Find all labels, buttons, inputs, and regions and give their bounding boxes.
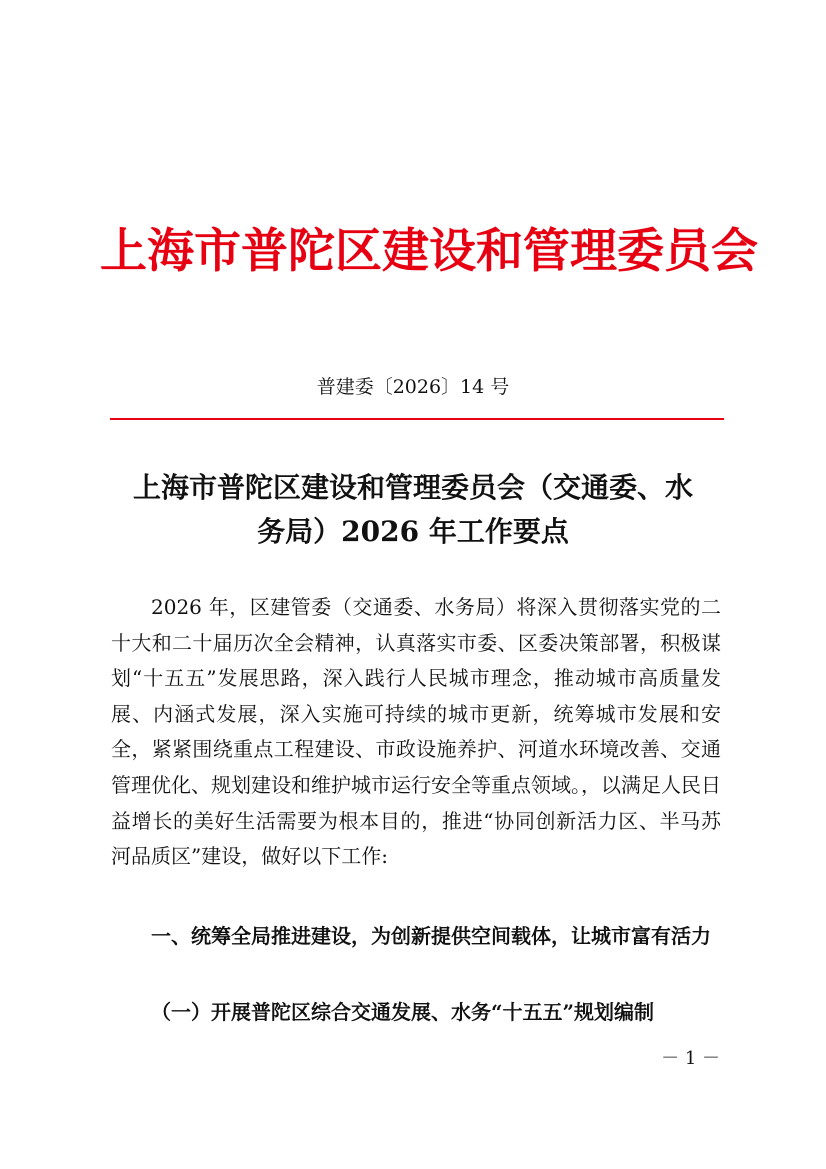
document-number: 普建委〔2026〕14 号 [316, 376, 510, 398]
intro-paragraph: 2026 年，区建管委（交通委、水务局）将深入贯彻落实党的二十大和二十届历次全会精神，认真落实市委、区委决策部署，积极谋划“十五五”发展思路，深入践行人民城市理念，推动城市高质量发展、内涵式发展，深入实施可持续的城市更新，统筹城市发展和安全，紧紧围绕重点工程建设、市政设施养护、河道水环境改善、交通管理优化、规划建设和维护城市运行安全等重点领域。，以满足人民日益增长的美好生活需要为根本目的，推进“协同创新活力区、半马苏河品质区”建设，做好以下工作: [111, 595, 721, 869]
red-divider-line [110, 418, 724, 420]
document-title-line-2: 务局）2026 年工作要点 [257, 515, 569, 548]
organization-header: 上海市普陀区建设和管理委员会 [100, 224, 758, 279]
document-title-line-1: 上海市普陀区建设和管理委员会（交通委、水 [132, 471, 693, 504]
section-heading-1: 一、统筹全局推进建设，为创新提供空间载体，让城市富有活力 [151, 924, 711, 948]
subsection-heading-1: （一）开展普陀区综合交通发展、水务“十五五”规划编制 [151, 1000, 655, 1024]
document-title [100, 466, 726, 554]
page-number: － 1 － [661, 1048, 720, 1069]
